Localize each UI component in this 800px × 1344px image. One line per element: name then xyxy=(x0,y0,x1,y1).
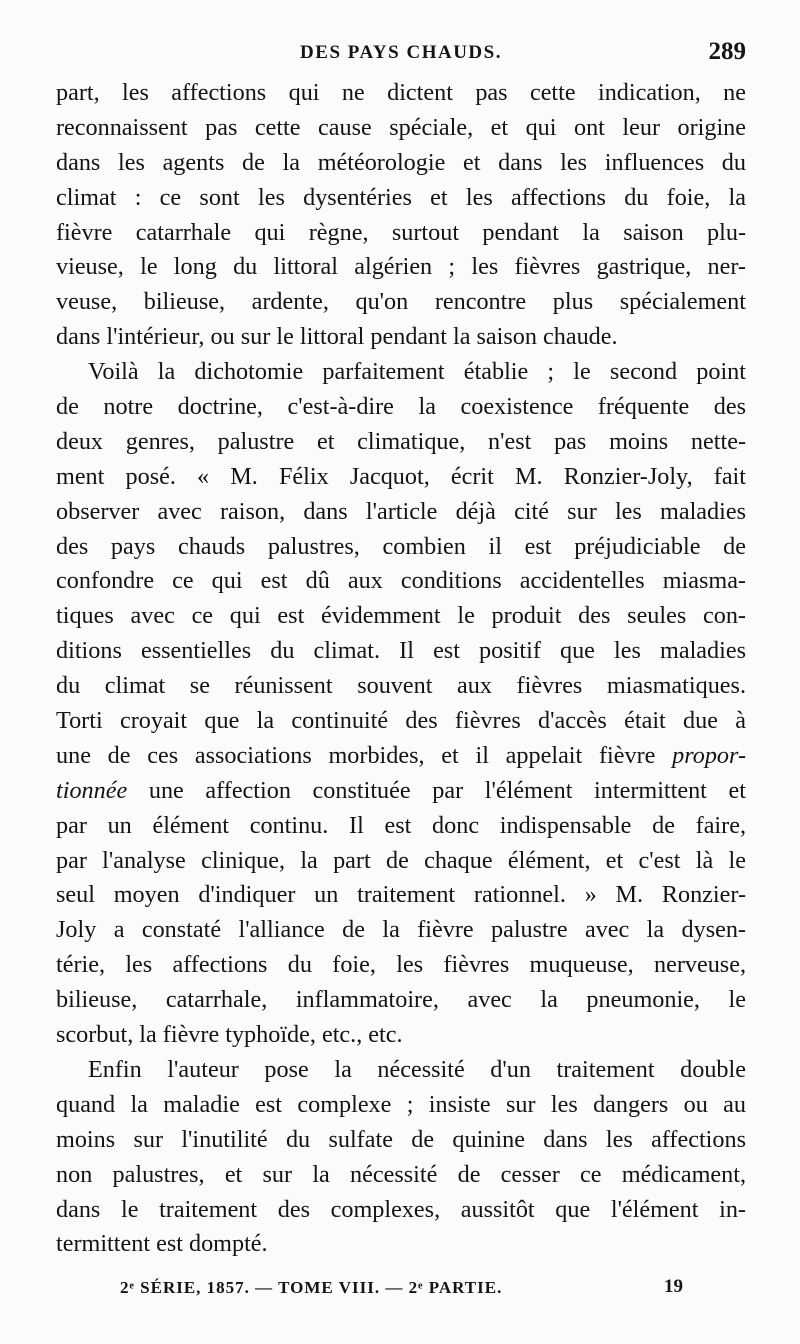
text-line: des pays chauds palustres, combien il est préjudiciable de xyxy=(56,532,746,560)
text-line: Torti croyait que la continuité des fièvres d'accès était due à xyxy=(56,707,746,735)
body-text xyxy=(56,76,746,1262)
text-line: part, les affections qui ne dictent pas cette indication, ne xyxy=(56,79,746,106)
text-line: térie, les affections du foie, les fièvres muqueuse, nerveuse, xyxy=(56,951,746,979)
text-line: par un élément continu. Il est donc indispensable de faire, xyxy=(56,811,746,839)
text-line: termittent est dompté. xyxy=(56,1230,268,1258)
text-line: tiques avec ce qui est évidemment le produit des seules con- xyxy=(56,602,746,630)
text-line: moins sur l'inutilité du sulfate de quinine dans les affections xyxy=(56,1125,746,1153)
text-line: seul moyen d'indiquer un traitement rationnel. » M. Ronzier- xyxy=(56,881,746,909)
text-line: bilieuse, catarrhale, inflammatoire, avec la pneumonie, le xyxy=(56,986,746,1014)
text-line: Enfin l'auteur pose la nécessité d'un traitement double xyxy=(88,1055,746,1083)
text-line xyxy=(56,739,746,774)
text-line: non palustres, et sur la nécessité de cesser ce médicament, xyxy=(56,1160,746,1188)
page-number: 289 xyxy=(708,38,746,65)
text-line: fièvre catarrhale qui règne, surtout pendant la saison plu- xyxy=(56,218,746,246)
text-line: ditions essentielles du climat. Il est positif que les maladies xyxy=(56,637,746,665)
printer-signature: 2ᵉ SÉRIE, 1857. — TOME VIII. — 2ᵉ PARTIE. xyxy=(120,1278,503,1297)
italic-term: propor- xyxy=(672,741,747,769)
text-line: reconnaissent pas cette cause spéciale, et qui ont leur origine xyxy=(56,113,746,141)
text-line: par l'analyse clinique, la part de chaque élément, et c'est là le xyxy=(56,846,746,874)
page-footer xyxy=(56,1274,746,1304)
text-line-part: une affection constituée par l'élément intermittent et xyxy=(148,776,746,804)
text-line xyxy=(56,774,746,809)
text-line: climat : ce sont les dysentéries et les affections du foie, la xyxy=(56,183,746,211)
text-line: vieuse, le long du littoral algérien ; les fièvres gastrique, ner- xyxy=(56,253,746,281)
text-line: Joly a constaté l'alliance de la fièvre palustre avec la dysen- xyxy=(56,916,746,944)
page-header xyxy=(56,34,746,74)
text-line: scorbut, la fièvre typhoïde, etc., etc. xyxy=(56,1021,403,1049)
text-line: de notre doctrine, c'est-à-dire la coexistence fréquente des xyxy=(56,393,746,421)
text-line: veuse, bilieuse, ardente, qu'on rencontre plus spécialement xyxy=(56,288,746,316)
italic-term: tionnée xyxy=(56,776,128,804)
text-line: Voilà la dichotomie parfaitement établie ; le second point xyxy=(88,358,746,386)
text-line: quand la maladie est complexe ; insiste sur les dangers ou au xyxy=(56,1090,746,1118)
running-head: DES PAYS CHAUDS. xyxy=(300,42,502,63)
text-line: dans l'intérieur, ou sur le littoral pendant la saison chaude. xyxy=(56,323,618,351)
text-line: confondre ce qui est dû aux conditions accidentelles miasma- xyxy=(56,567,746,595)
text-line-part: une de ces associations morbides, et il appelait fièvre xyxy=(56,741,656,769)
text-line: dans le traitement des complexes, aussitôt que l'élément in- xyxy=(56,1195,746,1223)
text-line: observer avec raison, dans l'article déjà cité sur les maladies xyxy=(56,497,746,525)
text-line: dans les agents de la météorologie et dans les influences du xyxy=(56,148,746,176)
text-line: ment posé. « M. Félix Jacquot, écrit M. Ronzier-Joly, fait xyxy=(56,462,746,490)
text-line: deux genres, palustre et climatique, n'est pas moins nette- xyxy=(56,427,746,455)
signature-number: 19 xyxy=(664,1276,683,1297)
text-line: du climat se réunissent souvent aux fièvres miasmatiques. xyxy=(56,672,746,700)
